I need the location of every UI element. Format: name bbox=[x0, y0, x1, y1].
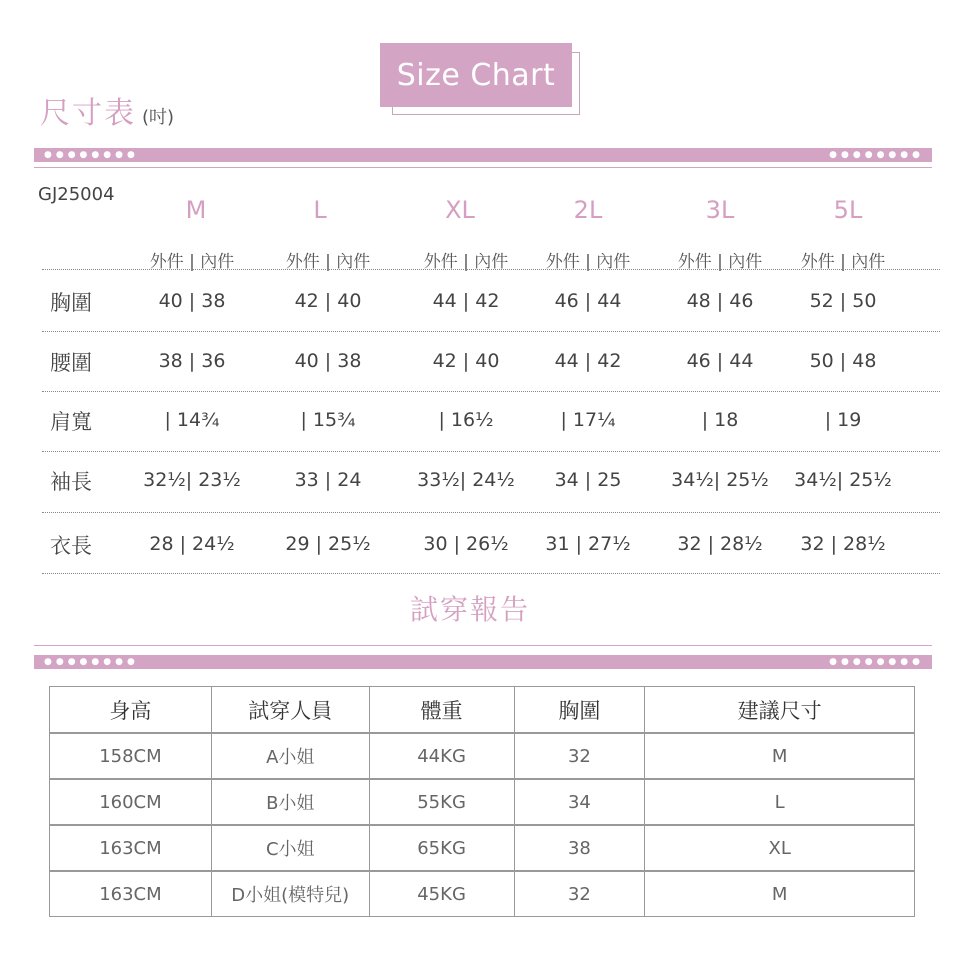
measurement-value: 40 | 38 bbox=[294, 350, 362, 372]
table-row bbox=[50, 779, 915, 825]
measurement-value: 32½| 23½ bbox=[143, 469, 241, 491]
page-title-text: 尺寸表 bbox=[40, 96, 136, 131]
row-divider bbox=[42, 512, 940, 513]
band-underline-top bbox=[34, 167, 932, 168]
measurement-value: 46 | 44 bbox=[554, 290, 622, 312]
measurement-value: 46 | 44 bbox=[686, 350, 754, 372]
cell-height: 163CM bbox=[50, 871, 212, 917]
size-label-3l: 3L bbox=[705, 196, 735, 224]
measurement-value: 38 | 36 bbox=[158, 350, 226, 372]
dots-left: ●●●●●●●● bbox=[44, 657, 139, 667]
header-tester: 試穿人員 bbox=[211, 687, 369, 734]
measurement-value: 34 | 25 bbox=[554, 469, 622, 491]
table-row bbox=[50, 871, 915, 917]
row-divider bbox=[42, 331, 940, 332]
cell-height: 158CM bbox=[50, 733, 212, 779]
measurement-value: 28 | 24½ bbox=[149, 533, 235, 555]
cell-weight: 45KG bbox=[369, 871, 514, 917]
cell-tester: C小姐 bbox=[211, 825, 369, 871]
measurement-value: | 14¾ bbox=[164, 409, 220, 431]
cell-bust: 34 bbox=[514, 779, 645, 825]
measurement-value: 50 | 48 bbox=[809, 350, 877, 372]
size-label-5l: 5L bbox=[833, 196, 863, 224]
cell-suggested-size: XL bbox=[645, 825, 915, 871]
header-height: 身高 bbox=[50, 687, 212, 734]
header-weight: 體重 bbox=[369, 687, 514, 734]
cell-suggested-size: M bbox=[645, 871, 915, 917]
cell-tester: D小姐(模特兒) bbox=[211, 871, 369, 917]
measurement-value: 42 | 40 bbox=[432, 350, 500, 372]
sub-header-outer-inner: 外件 | 內件 bbox=[423, 252, 509, 272]
fitting-header-row bbox=[50, 687, 915, 734]
row-divider bbox=[42, 269, 940, 270]
sub-header-outer-inner: 外件 | 內件 bbox=[149, 252, 235, 272]
measurement-value: 42 | 40 bbox=[294, 290, 362, 312]
measurement-value: 32 | 28½ bbox=[677, 533, 763, 555]
row-divider bbox=[42, 573, 940, 574]
fitting-report-title: 試穿報告 bbox=[409, 593, 530, 626]
measurement-value: 33 | 24 bbox=[294, 469, 362, 491]
measurement-value: 48 | 46 bbox=[686, 290, 754, 312]
dots-right: ●●●●●●●● bbox=[829, 150, 924, 160]
measurement-value: 31 | 27½ bbox=[545, 533, 631, 555]
measurement-value: | 17¼ bbox=[560, 409, 616, 431]
header-bust: 胸圍 bbox=[514, 687, 645, 734]
measurement-value: | 18 bbox=[701, 409, 739, 431]
unit-label: (吋) bbox=[142, 107, 175, 128]
decorative-band-top bbox=[34, 148, 932, 162]
measurement-value: | 15¾ bbox=[300, 409, 356, 431]
band-overline-bottom bbox=[34, 645, 932, 646]
cell-height: 163CM bbox=[50, 825, 212, 871]
product-code: GJ25004 bbox=[38, 184, 115, 205]
measurement-label: 袖長 bbox=[50, 470, 92, 494]
measurement-label: 衣長 bbox=[50, 534, 92, 558]
dots-right: ●●●●●●●● bbox=[829, 657, 924, 667]
row-divider bbox=[42, 451, 940, 452]
table-row bbox=[50, 825, 915, 871]
measurement-value: 32 | 28½ bbox=[800, 533, 886, 555]
dots-left: ●●●●●●●● bbox=[44, 150, 139, 160]
sub-header-outer-inner: 外件 | 內件 bbox=[285, 252, 371, 272]
measurement-value: 44 | 42 bbox=[554, 350, 622, 372]
cell-weight: 44KG bbox=[369, 733, 514, 779]
sub-header-outer-inner: 外件 | 內件 bbox=[800, 252, 886, 272]
cell-weight: 65KG bbox=[369, 825, 514, 871]
cell-bust: 32 bbox=[514, 733, 645, 779]
cell-bust: 38 bbox=[514, 825, 645, 871]
page-title bbox=[40, 88, 174, 132]
size-label-m: M bbox=[185, 196, 207, 224]
measurement-value: 34½| 25½ bbox=[671, 469, 769, 491]
measurement-value: 34½| 25½ bbox=[794, 469, 892, 491]
size-chart-badge: Size Chart bbox=[380, 43, 572, 107]
row-divider bbox=[42, 391, 940, 392]
measurement-value: | 16½ bbox=[438, 409, 494, 431]
decorative-band-bottom bbox=[34, 655, 932, 669]
header-suggested-size: 建議尺寸 bbox=[645, 687, 915, 734]
measurement-value: 30 | 26½ bbox=[423, 533, 509, 555]
measurement-value: 52 | 50 bbox=[809, 290, 877, 312]
fitting-report-table bbox=[49, 686, 915, 917]
measurement-label: 腰圍 bbox=[50, 351, 92, 375]
size-label-xl: XL bbox=[445, 196, 475, 224]
measurement-label: 胸圍 bbox=[50, 291, 92, 315]
cell-suggested-size: M bbox=[645, 733, 915, 779]
sub-header-outer-inner: 外件 | 內件 bbox=[545, 252, 631, 272]
cell-weight: 55KG bbox=[369, 779, 514, 825]
cell-tester: B小姐 bbox=[211, 779, 369, 825]
cell-tester: A小姐 bbox=[211, 733, 369, 779]
sub-header-outer-inner: 外件 | 內件 bbox=[677, 252, 763, 272]
measurement-value: 40 | 38 bbox=[158, 290, 226, 312]
measurement-value: | 19 bbox=[824, 409, 862, 431]
measurement-value: 44 | 42 bbox=[432, 290, 500, 312]
measurement-label: 肩寬 bbox=[50, 410, 92, 434]
measurement-value: 33½| 24½ bbox=[417, 469, 515, 491]
size-label-2l: 2L bbox=[573, 196, 603, 224]
cell-height: 160CM bbox=[50, 779, 212, 825]
table-row bbox=[50, 733, 915, 779]
size-label-l: L bbox=[313, 196, 327, 224]
measurement-value: 29 | 25½ bbox=[285, 533, 371, 555]
cell-bust: 32 bbox=[514, 871, 645, 917]
cell-suggested-size: L bbox=[645, 779, 915, 825]
